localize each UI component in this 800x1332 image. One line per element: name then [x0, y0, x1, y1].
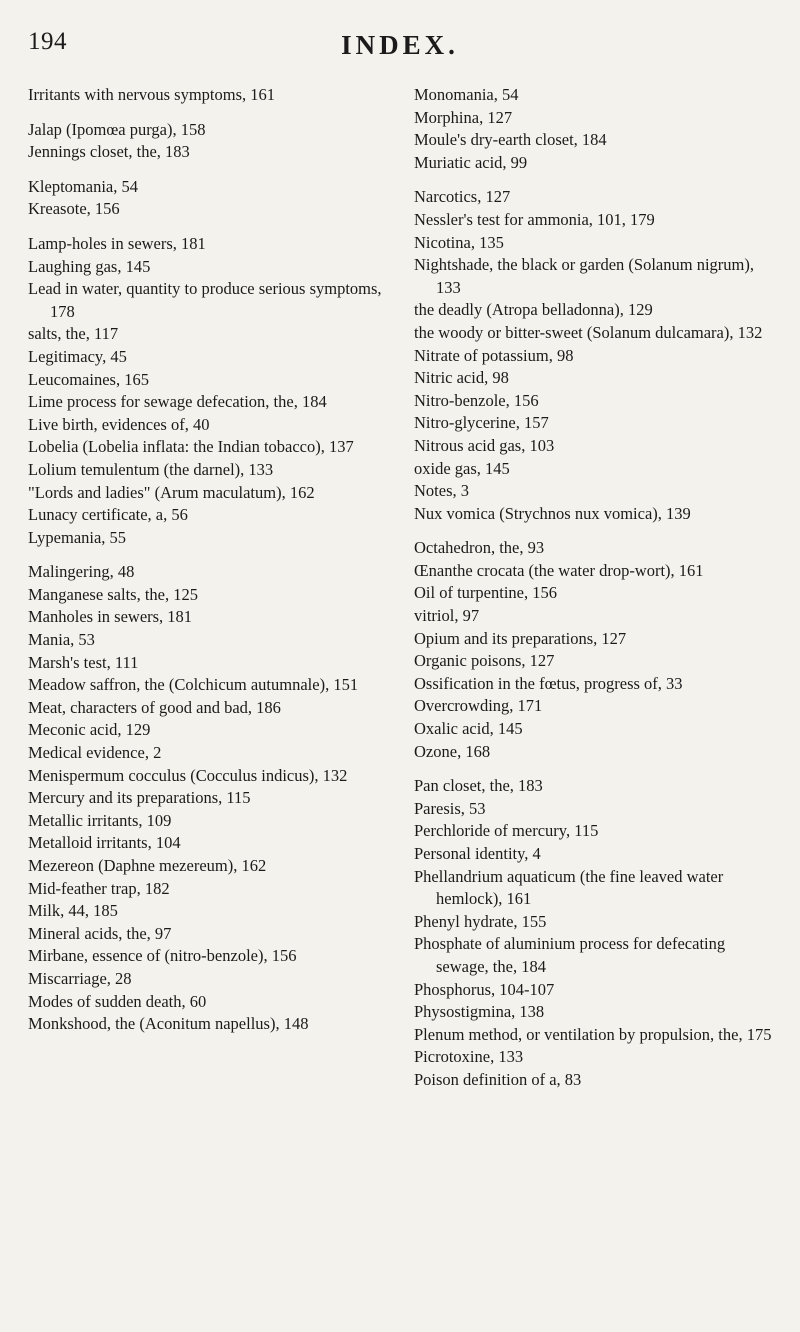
index-entry: the deadly (Atropa belladonna), 129 — [414, 300, 653, 320]
index-entry: Manholes in sewers, 181 — [28, 607, 193, 627]
index-entry: Live birth, evidences of, 40 — [28, 414, 210, 434]
index-entry: oxide gas, 145 — [414, 458, 510, 478]
index-entry: Modes of sudden death, 60 — [28, 991, 207, 1011]
index-entry: Oxalic acid, 145 — [414, 719, 523, 739]
index-entry: Metallic irritants, 109 — [28, 810, 172, 830]
index-entry: Monkshood, the (Aconitum napellus), 148 — [28, 1014, 309, 1034]
index-entry: Lolium temulentum (the darnel), 133 — [28, 459, 274, 479]
index-entry: Legitimacy, 45 — [28, 346, 127, 366]
index-entry: Malingering, 48 — [28, 562, 135, 582]
index-entry: Overcrowding, 171 — [414, 696, 543, 716]
index-entry: Nitric acid, 98 — [414, 368, 509, 388]
index-column-right — [414, 84, 772, 1314]
index-entry: Personal identity, 4 — [414, 844, 541, 863]
index-entry: Laughing gas, 145 — [28, 256, 151, 276]
page-header — [28, 22, 772, 62]
index-entry: Jalap (Ipomœa purga), 158 — [28, 119, 206, 139]
index-entry: Organic poisons, 127 — [414, 651, 555, 671]
index-entry: Meadow saffron, the (Colchicum autumnale), 151 — [28, 675, 359, 695]
index-entry: Morphina, 127 — [414, 107, 513, 127]
index-entry: Lamp-holes in sewers, 181 — [28, 233, 206, 253]
index-entry: Lunacy certificate, a, 56 — [28, 505, 188, 525]
index-entry: Nitrate of potassium, 98 — [414, 345, 574, 365]
index-entry: Meconic acid, 129 — [28, 720, 151, 740]
index-entry: "Lords and ladies" (Arum maculatum), 162 — [28, 482, 315, 502]
index-entry: Picrotoxine, 133 — [414, 1047, 524, 1067]
index-entry: Lead in water, quantity to produce serious symptoms, 178 — [28, 279, 382, 321]
index-entry: Phosphate of aluminium process for defecating sewage, the, 184 — [414, 934, 726, 976]
index-entry: Phenyl hydrate, 155 — [414, 911, 547, 931]
index-entry: the woody or bitter-sweet (Solanum dulcamara), 132 — [414, 322, 763, 342]
index-entry: Plenum method, or ventilation by propulsion, the, 175 — [414, 1024, 772, 1044]
index-entry: Lime process for sewage defecation, the, 184 — [28, 392, 327, 412]
index-entry: Nitro-glycerine, 157 — [414, 413, 549, 433]
index-entry: Mirbane, essence of (nitro-benzole), 156 — [28, 946, 297, 966]
index-entry: Medical evidence, 2 — [28, 743, 162, 763]
index-entry: Moule's dry-earth closet, 184 — [414, 130, 607, 150]
index-entry: Octahedron, the, 93 — [414, 538, 545, 558]
index-entry: Miscarriage, 28 — [28, 968, 132, 988]
index-entry: Phosphorus, 104-107 — [414, 979, 555, 999]
index-entry: Physostigmina, 138 — [414, 1002, 545, 1022]
index-entry: Nux vomica (Strychnos nux vomica), 139 — [414, 503, 691, 523]
index-entry: Lypemania, 55 — [28, 527, 127, 547]
index-entry: Kleptomania, 54 — [28, 176, 138, 196]
index-entry: Nitrous acid gas, 103 — [414, 435, 555, 455]
index-entry: Œnanthe crocata (the water drop-wort), 161 — [414, 560, 704, 580]
index-columns — [28, 84, 772, 1314]
index-entry: Ozone, 168 — [414, 741, 491, 761]
index-entry: Kreasote, 156 — [28, 199, 120, 219]
index-entry: Mid-feather trap, 182 — [28, 878, 170, 898]
index-entry: salts, the, 117 — [28, 324, 119, 344]
index-entry: Phellandrium aquaticum (the fine leaved water hemlock), 161 — [414, 866, 724, 909]
index-entry: Notes, 3 — [414, 481, 469, 501]
index-entry: Marsh's test, 111 — [28, 652, 139, 672]
index-entry: Mezereon (Daphne mezereum), 162 — [28, 856, 267, 875]
index-entry: vitriol, 97 — [414, 606, 480, 626]
index-entry: Manganese salts, the, 125 — [28, 584, 199, 604]
index-entry: Nitro-benzole, 156 — [414, 390, 539, 410]
page-title: INDEX. — [341, 30, 459, 60]
index-entry: Ossification in the fœtus, progress of, 33 — [414, 673, 683, 693]
index-entry: Opium and its preparations, 127 — [414, 628, 627, 648]
index-entry: Menispermum cocculus (Cocculus indicus), 132 — [28, 765, 348, 785]
index-entry: Nightshade, the black or garden (Solanum nigrum), 133 — [414, 255, 754, 297]
index-entry: Irritants with nervous symptoms, 161 — [28, 85, 276, 104]
index-entry: Mineral acids, the, 97 — [28, 923, 172, 943]
index-entry: Nicotina, 135 — [414, 232, 504, 252]
index-entry: Metalloid irritants, 104 — [28, 833, 181, 853]
index-entry: Leucomaines, 165 — [28, 369, 149, 389]
index-entry: Poison definition of a, 83 — [414, 1069, 582, 1089]
index-entry: Milk, 44, 185 — [28, 901, 118, 921]
index-entry: Monomania, 54 — [414, 85, 519, 104]
index-column-left — [28, 84, 386, 1314]
index-entry: Oil of turpentine, 156 — [414, 583, 557, 603]
index-entry: Lobelia (Lobelia inflata: the Indian tobacco), 137 — [28, 437, 354, 457]
page-number: 194 — [28, 28, 67, 55]
index-entry: Paresis, 53 — [414, 798, 486, 818]
index-entry: Muriatic acid, 99 — [414, 152, 528, 172]
index-entry: Meat, characters of good and bad, 186 — [28, 697, 281, 717]
index-entry: Pan closet, the, 183 — [414, 776, 543, 796]
index-entry: Nessler's test for ammonia, 101, 179 — [414, 209, 655, 229]
index-entry: Narcotics, 127 — [414, 187, 511, 207]
index-entry: Mania, 53 — [28, 630, 95, 650]
index-entry: Mercury and its preparations, 115 — [28, 788, 251, 808]
index-entry: Jennings closet, the, 183 — [28, 142, 190, 162]
index-entry: Perchloride of mercury, 115 — [414, 821, 599, 841]
